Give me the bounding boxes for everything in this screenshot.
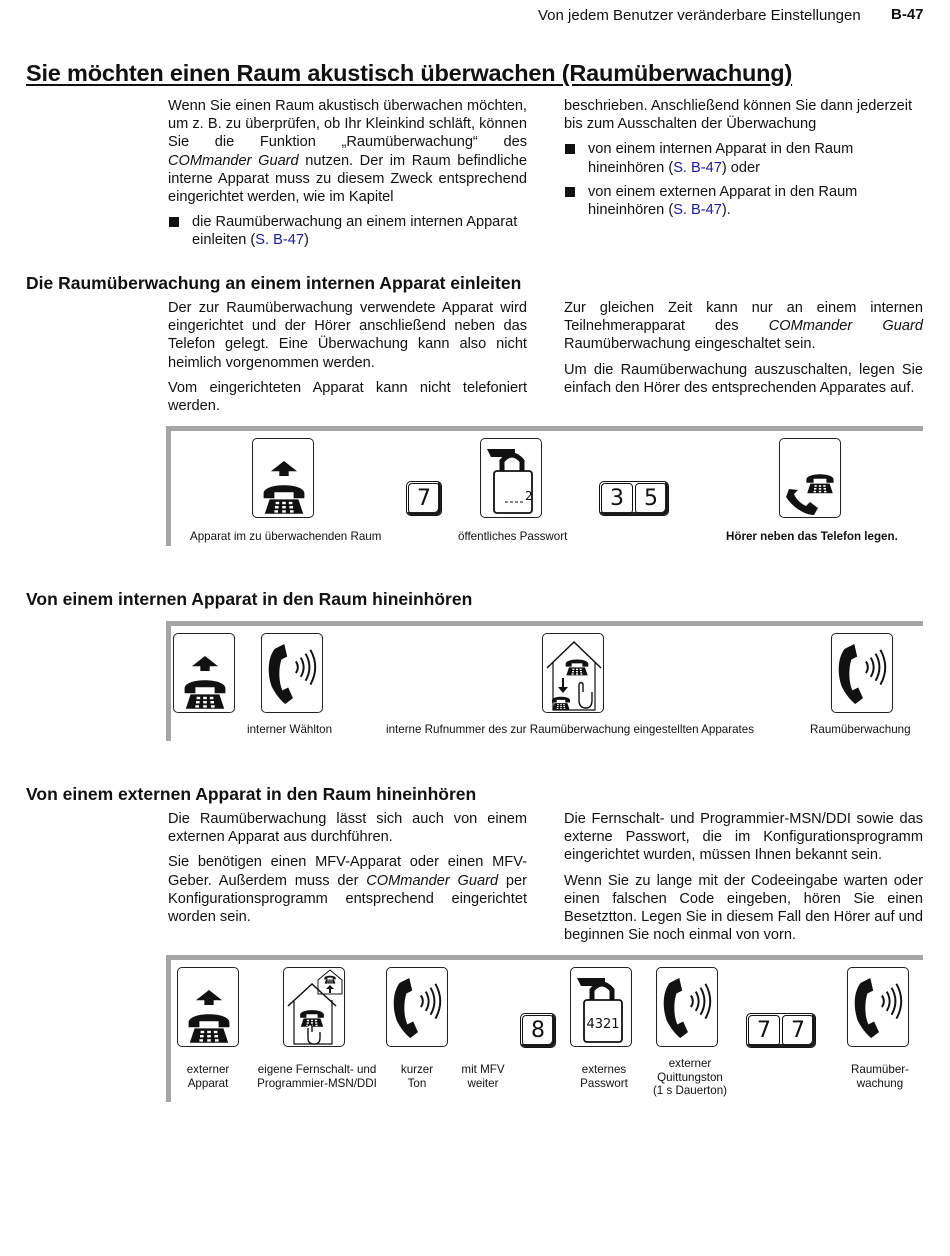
house-phone-icon [543, 634, 605, 714]
lift-handset-icon [253, 439, 315, 519]
step-caption: Hörer neben das Telefon legen. [726, 530, 898, 543]
instruction-panel [166, 426, 923, 546]
external-password-card [570, 967, 632, 1047]
phone-lift-card [252, 438, 314, 518]
bullet-item: die Raumüberwachung an einem internen Apparat einleiten (S. B-47) [168, 213, 527, 249]
internal-number-card [542, 633, 604, 713]
handset-tone-icon [262, 634, 324, 714]
step-caption: Apparat im zu überwachenden Raum [190, 530, 382, 543]
step-caption: externes Passwort [580, 1063, 628, 1090]
step-caption: externer Quittungston (1 s Dauerton) [652, 1057, 728, 1097]
step-caption: Raumüber- wachung [851, 1063, 909, 1090]
section3-left-column: Die Raumüberwachung lässt sich auch von einem externen Apparat aus durchführen. Sie benötigen einen MFV-Apparat oder einen MFV-Geber. Außerdem muss der COMmander Guard per Konfigurationsprogramm entsprechend eingerichtet worden sein. [168, 811, 527, 926]
phone-lift-card [177, 967, 239, 1047]
step-caption: mit MFV weiter [461, 1063, 505, 1090]
ack-tone-card [656, 967, 718, 1047]
padlock-icon [481, 439, 543, 519]
lift-handset-icon [178, 968, 240, 1048]
section1-left-column: Der zur Raumüberwachung verwendete Apparat wird eingerichtet und der Hörer anschließend neben das Telefon gelegt. Eine Überwachung kann also nicht heimlich vorgenommen werden. Vom eingerichteten Apparat kann nicht telefoniert werden. [168, 300, 527, 415]
page-number: B-47 [891, 6, 924, 23]
handset-listen-icon [848, 968, 910, 1048]
section-heading: Von einem externen Apparat in den Raum hineinhören [26, 784, 477, 804]
dial-key: 7 [406, 481, 442, 516]
instruction-panel [166, 621, 923, 741]
step-caption: interner Wählton [247, 723, 333, 736]
step-caption: Raumüberwachung [810, 723, 911, 736]
remote-msn-card [283, 967, 345, 1047]
page-link[interactable]: S. B-47 [673, 202, 722, 219]
intro-paragraph: beschrieben. Anschließend können Sie dann jederzeit bis zum Ausschalten der Überwachung [564, 98, 913, 133]
page-link[interactable]: S. B-47 [673, 159, 722, 176]
bullet-item: von einem externen Apparat in den Raum hineinhören (S. B-47). [564, 183, 923, 219]
monitoring-card [831, 633, 893, 713]
bullet-item: von einem internen Apparat in den Raum hineinhören (S. B-47) oder [564, 140, 923, 176]
lock-digit: 2 [525, 489, 533, 503]
phone-lift-card [173, 633, 235, 713]
section3-right-column: Die Fernschalt- und Programmier-MSN/DDI sowie das externe Passwort, die im Konfigurationsprogramm eingerichtet wurden, müssen Ihnen bekannt sein. Wenn Sie zu lange mit der Codeeingabe warten oder einen falschen Code eingeben, hören Sie einen Besetztton. Legen Sie in diesem Fall den Hörer auf und beginnen Sie noch einmal von vorn. [564, 811, 923, 944]
step-caption: interne Rufnummer des zur Raumüberwachung eingestellten Apparates [386, 723, 754, 736]
short-tone-card [386, 967, 448, 1047]
lift-handset-icon [174, 634, 236, 714]
dial-keys: 3 5 [599, 481, 669, 516]
step-caption: eigene Fernschalt- und Programmier-MSN/DDI [257, 1063, 377, 1090]
intro-right-column [564, 97, 923, 225]
page-link[interactable]: S. B-47 [255, 232, 304, 249]
instruction-panel [166, 955, 923, 1102]
handset-listen-icon [832, 634, 894, 714]
padlock-icon [571, 968, 633, 1048]
intro-left-column [168, 97, 527, 256]
intro-paragraph: Wenn Sie einen Raum akustisch überwachen möchten, um z. B. zu überprüfen, ob Ihr Kleinkind schläft, können Sie die Funktion „Raumüberwachung“ des COMmander Guard nutzen. Der im Raum befindliche interne Apparat muss zu diesem Zweck entsprechend eingerichtet werden, wie im Kapitel [168, 98, 528, 206]
handset-beside-card [779, 438, 841, 518]
section-heading: Die Raumüberwachung an einem internen Apparat einleiten [26, 273, 522, 293]
dial-tone-card [261, 633, 323, 713]
section1-right-column: Zur gleichen Zeit kann nur an einem internen Teilnehmerapparat des COMmander Guard Raumüberwachung eingeschaltet sein. Um die Raumüberwachung auszuschalten, legen Sie einfach den Hörer des entsprechenden Apparates auf. [564, 300, 923, 396]
header-section-title: Von jedem Benutzer veränderbare Einstellungen [538, 7, 861, 24]
page-title: Sie möchten einen Raum akustisch überwachen (Raumüberwachung) [26, 60, 793, 86]
dial-key: 8 [520, 1013, 556, 1048]
step-caption: externer Apparat [186, 1063, 230, 1090]
lock-code: 4321 [586, 1017, 620, 1032]
remote-house-icon [284, 968, 346, 1048]
step-caption: kurzer Ton [400, 1063, 434, 1090]
section-heading: Von einem internen Apparat in den Raum hineinhören [26, 589, 473, 609]
password-card [480, 438, 542, 518]
dial-keys: 7 7 [746, 1013, 816, 1048]
handset-tone-icon [657, 968, 719, 1048]
handset-beside-phone-icon [780, 439, 842, 519]
monitoring-card [847, 967, 909, 1047]
step-caption: öffentliches Passwort [458, 530, 568, 543]
handset-tone-icon [387, 968, 449, 1048]
